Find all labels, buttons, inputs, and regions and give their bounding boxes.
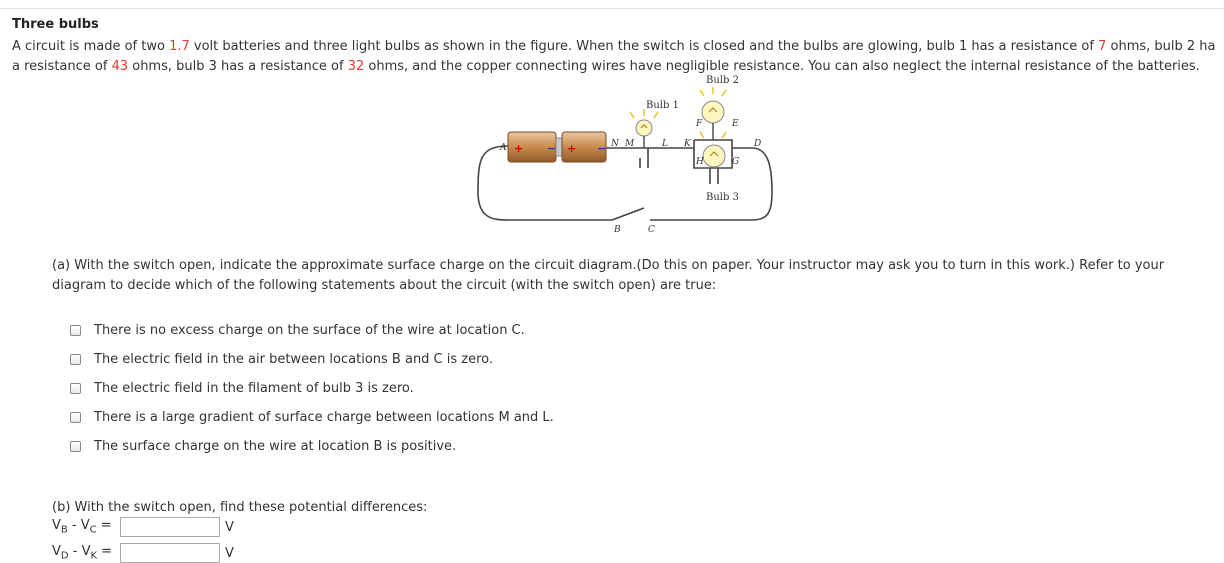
v-symbol: V xyxy=(80,518,90,534)
bulb-2 xyxy=(700,87,726,140)
intro-line-1 xyxy=(12,37,1224,57)
part-a-prompt: (a) With the switch open, indicate the approximate surface charge on the circuit diagram.(Do this on paper. Your instructor may ask you to turn in this work.) Refer to your diagram to decide which of the following statements about the circuit (with the switch open) are true: xyxy=(52,258,1165,293)
answer-row-vb-vc xyxy=(52,517,234,537)
subscript: K xyxy=(90,550,98,562)
intro-text: a resistance of xyxy=(12,59,112,74)
option-row[interactable] xyxy=(70,432,554,461)
point-A-label: A xyxy=(500,143,507,153)
battery-left xyxy=(508,132,562,162)
point-B-label: B xyxy=(614,225,621,232)
bulb-2-label: Bulb 2 xyxy=(706,75,739,86)
option-row[interactable] xyxy=(70,316,554,345)
point-M-label: M xyxy=(625,139,635,149)
option-4-checkbox[interactable] xyxy=(70,412,81,423)
point-D-label: D xyxy=(754,139,762,149)
unit-label: V xyxy=(225,519,234,535)
v-symbol: V xyxy=(81,544,91,560)
option-4-label: There is a large gradient of surface charge between locations M and L. xyxy=(94,410,554,425)
svg-text:+: + xyxy=(567,142,577,155)
point-N-label: N xyxy=(611,139,619,149)
minus-sign: - xyxy=(67,518,81,534)
battery-right xyxy=(562,132,606,162)
option-1-label: There is no excess charge on the surface of the wire at location C. xyxy=(94,323,525,338)
option-2-label: The electric field in the air between locations B and C is zero. xyxy=(94,352,494,367)
bulb2-resistance-value: 43 xyxy=(111,59,129,74)
part-a-options xyxy=(70,316,554,461)
expression-vd-vk xyxy=(52,544,120,562)
v-symbol: V xyxy=(52,518,61,534)
option-5-label: The surface charge on the wire at location B is positive. xyxy=(94,439,457,454)
vd-vk-answer-input[interactable] xyxy=(120,543,220,563)
subscript: C xyxy=(89,524,97,536)
problem-title: Three bulbs xyxy=(12,17,99,32)
point-F-label: F xyxy=(696,119,703,129)
intro-text: ohms, bulb 2 ha xyxy=(1106,39,1216,54)
point-C-label: C xyxy=(648,225,655,232)
svg-text:+: + xyxy=(514,142,524,155)
circuit-diagram xyxy=(470,72,780,232)
intro-text: volt batteries and three light bulbs as shown in the figure. When the switch is closed and the bulbs are glowing, bulb 1 has a resistance of xyxy=(189,39,1099,54)
svg-text:−: − xyxy=(547,142,557,155)
equals-sign: = xyxy=(97,544,113,560)
bulb-1-label: Bulb 1 xyxy=(646,100,679,111)
bulb-3-label: Bulb 3 xyxy=(706,192,739,203)
svg-text:−: − xyxy=(597,142,607,155)
vb-vc-answer-input[interactable] xyxy=(120,517,220,537)
intro-text: ohms, and the copper connecting wires have negligible resistance. You can also neglect the internal resistance of the batteries. xyxy=(364,59,1200,74)
option-3-label: The electric field in the filament of bulb 3 is zero. xyxy=(94,381,414,396)
unit-label: V xyxy=(225,545,234,561)
v-symbol: V xyxy=(52,544,61,560)
intro-text: A circuit is made of two xyxy=(12,39,170,54)
bulb3-resistance-value: 32 xyxy=(347,59,365,74)
switch xyxy=(612,208,644,220)
option-row[interactable] xyxy=(70,403,554,432)
point-G-label: G xyxy=(732,157,740,167)
point-H-label: H xyxy=(696,157,704,167)
point-L-label: L xyxy=(662,139,668,149)
problem-intro xyxy=(12,37,1224,77)
equals-sign: = xyxy=(96,518,112,534)
bulb1-resistance-value: 7 xyxy=(1098,39,1107,54)
option-row[interactable] xyxy=(70,345,554,374)
point-K-label: K xyxy=(684,139,691,149)
top-divider xyxy=(0,8,1224,9)
point-E-label: E xyxy=(732,119,739,129)
option-3-checkbox[interactable] xyxy=(70,383,81,394)
option-2-checkbox[interactable] xyxy=(70,354,81,365)
subscript: B xyxy=(60,524,68,536)
option-1-checkbox[interactable] xyxy=(70,325,81,336)
option-5-checkbox[interactable] xyxy=(70,441,81,452)
minus-sign: - xyxy=(68,544,82,560)
subscript: D xyxy=(60,550,69,562)
option-row[interactable] xyxy=(70,374,554,403)
intro-text: ohms, bulb 3 has a resistance of xyxy=(128,59,348,74)
battery-voltage-value: 1.7 xyxy=(169,39,190,54)
expression-vb-vc xyxy=(52,518,120,536)
part-b-prompt: (b) With the switch open, find these potential differences: xyxy=(52,500,428,515)
answer-row-vd-vk xyxy=(52,543,234,563)
